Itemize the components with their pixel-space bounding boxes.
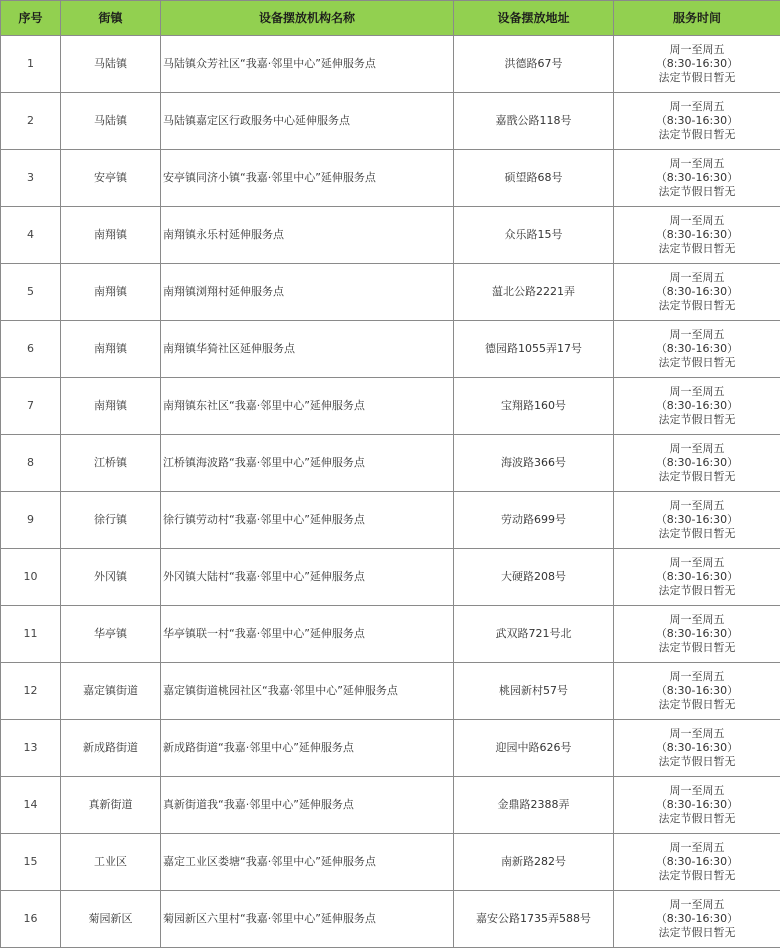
service-hours-line: （8:30-16:30） — [614, 114, 780, 128]
row-service-hours — [614, 36, 780, 93]
table-row — [1, 891, 780, 948]
row-service-hours — [614, 93, 780, 150]
row-number: 16 — [1, 891, 61, 948]
row-address: 蕰北公路2221弄 — [454, 264, 614, 321]
service-hours-line: 法定节假日暂无 — [614, 584, 780, 598]
row-address: 嘉戬公路118号 — [454, 93, 614, 150]
row-number: 14 — [1, 777, 61, 834]
row-town: 工业区 — [61, 834, 161, 891]
row-address: 迎园中路626号 — [454, 720, 614, 777]
row-address: 南新路282号 — [454, 834, 614, 891]
row-address: 大硬路208号 — [454, 549, 614, 606]
table-row — [1, 549, 780, 606]
header-cell-institution: 设备摆放机构名称 — [161, 1, 454, 36]
service-hours-line: 法定节假日暂无 — [614, 470, 780, 484]
row-number: 13 — [1, 720, 61, 777]
row-service-hours — [614, 834, 780, 891]
row-institution-name: 南翔镇华猗社区延伸服务点 — [161, 321, 454, 378]
row-address: 武双路721号北 — [454, 606, 614, 663]
service-hours-line: 法定节假日暂无 — [614, 755, 780, 769]
row-institution-name: 安亭镇同济小镇“我嘉·邻里中心”延伸服务点 — [161, 150, 454, 207]
service-hours-line: （8:30-16:30） — [614, 57, 780, 71]
table-row — [1, 663, 780, 720]
service-hours-line: 法定节假日暂无 — [614, 356, 780, 370]
header-cell-address: 设备摆放地址 — [454, 1, 614, 36]
row-service-hours — [614, 549, 780, 606]
table-row — [1, 150, 780, 207]
table-row — [1, 378, 780, 435]
row-service-hours — [614, 321, 780, 378]
row-town: 华亭镇 — [61, 606, 161, 663]
service-hours-line: 法定节假日暂无 — [614, 527, 780, 541]
table-row — [1, 492, 780, 549]
row-town: 真新街道 — [61, 777, 161, 834]
row-institution-name: 马陆镇众芳社区“我嘉·邻里中心”延伸服务点 — [161, 36, 454, 93]
row-service-hours — [614, 435, 780, 492]
service-hours-line: 法定节假日暂无 — [614, 71, 780, 85]
service-hours-line: 周一至周五 — [614, 328, 780, 342]
row-service-hours — [614, 264, 780, 321]
row-address: 嘉安公路1735弄588号 — [454, 891, 614, 948]
row-institution-name: 南翔镇浏翔村延伸服务点 — [161, 264, 454, 321]
row-address: 宝翔路160号 — [454, 378, 614, 435]
row-service-hours — [614, 777, 780, 834]
service-hours-line: 法定节假日暂无 — [614, 299, 780, 313]
row-service-hours — [614, 207, 780, 264]
row-service-hours — [614, 492, 780, 549]
service-hours-line: 法定节假日暂无 — [614, 185, 780, 199]
row-address: 劳动路699号 — [454, 492, 614, 549]
row-address: 金鼎路2388弄 — [454, 777, 614, 834]
service-hours-line: 周一至周五 — [614, 385, 780, 399]
row-service-hours — [614, 150, 780, 207]
row-address: 德园路1055弄17号 — [454, 321, 614, 378]
service-hours-line: （8:30-16:30） — [614, 342, 780, 356]
row-address: 洪德路67号 — [454, 36, 614, 93]
row-number: 4 — [1, 207, 61, 264]
row-town: 菊园新区 — [61, 891, 161, 948]
row-town: 安亭镇 — [61, 150, 161, 207]
row-institution-name: 新成路街道“我嘉·邻里中心”延伸服务点 — [161, 720, 454, 777]
service-hours-line: （8:30-16:30） — [614, 228, 780, 242]
service-hours-line: 周一至周五 — [614, 271, 780, 285]
row-town: 马陆镇 — [61, 93, 161, 150]
row-service-hours — [614, 663, 780, 720]
service-hours-line: （8:30-16:30） — [614, 171, 780, 185]
row-town: 嘉定镇街道 — [61, 663, 161, 720]
service-hours-line: 周一至周五 — [614, 613, 780, 627]
service-hours-line: 法定节假日暂无 — [614, 242, 780, 256]
table-row — [1, 834, 780, 891]
row-service-hours — [614, 720, 780, 777]
row-town: 徐行镇 — [61, 492, 161, 549]
table-row — [1, 720, 780, 777]
row-address: 众乐路15号 — [454, 207, 614, 264]
row-institution-name: 徐行镇劳动村“我嘉·邻里中心”延伸服务点 — [161, 492, 454, 549]
service-hours-line: 周一至周五 — [614, 499, 780, 513]
row-address: 硕望路68号 — [454, 150, 614, 207]
row-institution-name: 江桥镇海波路“我嘉·邻里中心”延伸服务点 — [161, 435, 454, 492]
row-institution-name: 马陆镇嘉定区行政服务中心延伸服务点 — [161, 93, 454, 150]
service-hours-line: 周一至周五 — [614, 784, 780, 798]
row-institution-name: 真新街道我“我嘉·邻里中心”延伸服务点 — [161, 777, 454, 834]
table-row — [1, 435, 780, 492]
row-town: 南翔镇 — [61, 321, 161, 378]
service-hours-line: 周一至周五 — [614, 727, 780, 741]
service-hours-line: 周一至周五 — [614, 43, 780, 57]
table-row — [1, 207, 780, 264]
service-hours-line: 法定节假日暂无 — [614, 641, 780, 655]
row-institution-name: 南翔镇永乐村延伸服务点 — [161, 207, 454, 264]
row-address: 桃园新村57号 — [454, 663, 614, 720]
row-town: 南翔镇 — [61, 207, 161, 264]
row-number: 5 — [1, 264, 61, 321]
row-number: 10 — [1, 549, 61, 606]
service-hours-line: （8:30-16:30） — [614, 570, 780, 584]
table-row — [1, 264, 780, 321]
row-number: 9 — [1, 492, 61, 549]
service-hours-line: （8:30-16:30） — [614, 684, 780, 698]
row-institution-name: 华亭镇联一村“我嘉·邻里中心”延伸服务点 — [161, 606, 454, 663]
row-institution-name: 菊园新区六里村“我嘉·邻里中心”延伸服务点 — [161, 891, 454, 948]
service-hours-line: 法定节假日暂无 — [614, 128, 780, 142]
table-row — [1, 321, 780, 378]
service-hours-line: 法定节假日暂无 — [614, 812, 780, 826]
service-hours-line: （8:30-16:30） — [614, 456, 780, 470]
table-row — [1, 36, 780, 93]
service-hours-line: （8:30-16:30） — [614, 798, 780, 812]
service-hours-line: 周一至周五 — [614, 898, 780, 912]
service-hours-line: 周一至周五 — [614, 100, 780, 114]
row-number: 11 — [1, 606, 61, 663]
service-hours-line: 周一至周五 — [614, 442, 780, 456]
row-town: 南翔镇 — [61, 264, 161, 321]
row-town: 马陆镇 — [61, 36, 161, 93]
row-number: 3 — [1, 150, 61, 207]
row-service-hours — [614, 378, 780, 435]
service-hours-line: （8:30-16:30） — [614, 513, 780, 527]
row-institution-name: 嘉定工业区娄塘“我嘉·邻里中心”延伸服务点 — [161, 834, 454, 891]
row-number: 7 — [1, 378, 61, 435]
service-hours-line: （8:30-16:30） — [614, 285, 780, 299]
service-hours-line: 周一至周五 — [614, 214, 780, 228]
header-cell-town: 街镇 — [61, 1, 161, 36]
service-hours-line: 周一至周五 — [614, 157, 780, 171]
header-row — [1, 1, 780, 36]
service-hours-line: 周一至周五 — [614, 556, 780, 570]
row-address: 海波路366号 — [454, 435, 614, 492]
row-town: 南翔镇 — [61, 378, 161, 435]
service-hours-line: 法定节假日暂无 — [614, 413, 780, 427]
service-hours-line: 周一至周五 — [614, 670, 780, 684]
row-town: 江桥镇 — [61, 435, 161, 492]
service-hours-line: 法定节假日暂无 — [614, 869, 780, 883]
row-number: 15 — [1, 834, 61, 891]
row-number: 12 — [1, 663, 61, 720]
service-hours-line: （8:30-16:30） — [614, 627, 780, 641]
row-service-hours — [614, 891, 780, 948]
service-hours-line: 法定节假日暂无 — [614, 698, 780, 712]
service-hours-line: （8:30-16:30） — [614, 912, 780, 926]
service-hours-line: 周一至周五 — [614, 841, 780, 855]
service-hours-line: （8:30-16:30） — [614, 855, 780, 869]
header-cell-hours: 服务时间 — [614, 1, 780, 36]
header-cell-no: 序号 — [1, 1, 61, 36]
service-hours-line: （8:30-16:30） — [614, 741, 780, 755]
service-hours-line: 法定节假日暂无 — [614, 926, 780, 940]
table-row — [1, 777, 780, 834]
row-institution-name: 南翔镇东社区“我嘉·邻里中心”延伸服务点 — [161, 378, 454, 435]
row-town: 外冈镇 — [61, 549, 161, 606]
table-row — [1, 93, 780, 150]
row-town: 新成路街道 — [61, 720, 161, 777]
row-number: 8 — [1, 435, 61, 492]
table-row — [1, 606, 780, 663]
row-number: 2 — [1, 93, 61, 150]
service-hours-line: （8:30-16:30） — [614, 399, 780, 413]
row-institution-name: 嘉定镇街道桃园社区“我嘉·邻里中心”延伸服务点 — [161, 663, 454, 720]
row-service-hours — [614, 606, 780, 663]
row-institution-name: 外冈镇大陆村“我嘉·邻里中心”延伸服务点 — [161, 549, 454, 606]
row-number: 1 — [1, 36, 61, 93]
row-number: 6 — [1, 321, 61, 378]
